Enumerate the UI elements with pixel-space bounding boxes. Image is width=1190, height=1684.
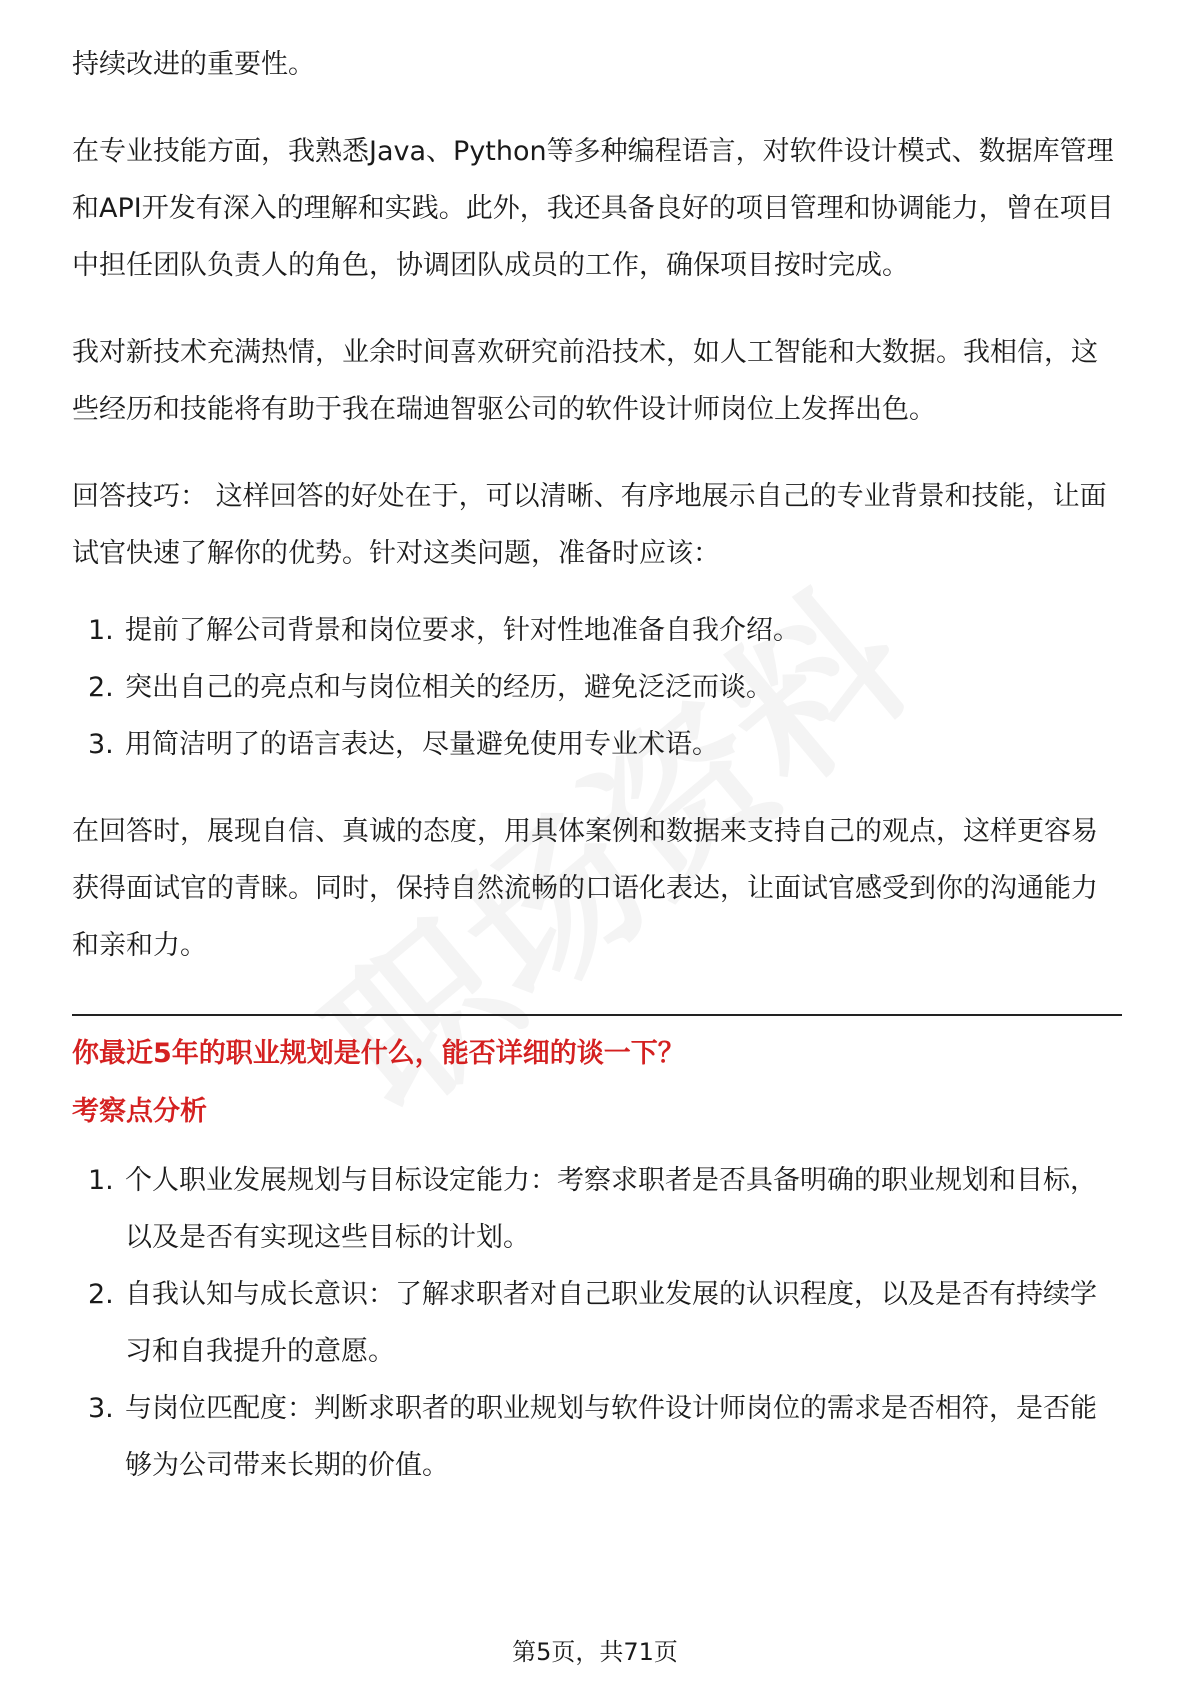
tips-list bbox=[72, 602, 1122, 773]
paragraph-continuation: 持续改进的重要性。 bbox=[72, 49, 315, 80]
question-title: 你最近5年的职业规划是什么，能否详细的谈一下？ bbox=[72, 1038, 685, 1069]
analysis-heading: 考察点分析 bbox=[72, 1096, 207, 1127]
list-item bbox=[72, 659, 1122, 716]
paragraph-skills: 在专业技能方面，我熟悉Java、Python等多种编程语言，对软件设计模式、数据库管理和API开发有深入的理解和实践。此外，我还具备良好的项目管理和协调能力，曾在项目中担任团队负责人的角色，协调团队成员的工作，确保项目按时完成。 bbox=[72, 136, 1114, 281]
paragraph-answer-advice: 在回答时，展现自信、真诚的态度，用具体案例和数据来支持自己的观点，这样更容易获得面试官的青睐。同时，保持自然流畅的口语化表达，让面试官感受到你的沟通能力和亲和力。 bbox=[72, 816, 1098, 961]
list-item bbox=[72, 716, 1122, 773]
list-text: 自我认知与成长意识：了解求职者对自己职业发展的认识程度，以及是否有持续学习和自我提升的意愿。 bbox=[125, 1279, 1097, 1367]
list-text: 个人职业发展规划与目标设定能力：考察求职者是否具备明确的职业规划和目标，以及是否有实现这些目标的计划。 bbox=[125, 1165, 1097, 1253]
list-item bbox=[72, 1152, 1122, 1266]
list-item bbox=[72, 1380, 1122, 1494]
section-divider bbox=[72, 1014, 1122, 1016]
list-number: 3. bbox=[88, 1393, 114, 1424]
list-item bbox=[72, 602, 1122, 659]
list-text: 突出自己的亮点和与岗位相关的经历，避免泛泛而谈。 bbox=[125, 672, 773, 703]
paragraph-answer-tips: 回答技巧： 这样回答的好处在于，可以清晰、有序地展示自己的专业背景和技能，让面试官快速了解你的优势。针对这类问题，准备时应该： bbox=[72, 481, 1107, 569]
list-text: 提前了解公司背景和岗位要求，针对性地准备自我介绍。 bbox=[125, 615, 800, 646]
analysis-list bbox=[72, 1152, 1122, 1494]
list-number: 2. bbox=[88, 1279, 114, 1310]
list-text: 用简洁明了的语言表达，尽量避免使用专业术语。 bbox=[125, 729, 719, 760]
list-text: 与岗位匹配度：判断求职者的职业规划与软件设计师岗位的需求是否相符，是否能够为公司带来长期的价值。 bbox=[125, 1393, 1097, 1481]
paragraph-passion: 我对新技术充满热情，业余时间喜欢研究前沿技术，如人工智能和大数据。我相信，这些经历和技能将有助于我在瑞迪智驱公司的软件设计师岗位上发挥出色。 bbox=[72, 337, 1098, 425]
list-number: 1. bbox=[88, 615, 114, 646]
document-page bbox=[72, 36, 1122, 1494]
list-number: 1. bbox=[88, 1165, 114, 1196]
list-number: 3. bbox=[88, 729, 114, 760]
list-number: 2. bbox=[88, 672, 114, 703]
page-number: 第5页，共71页 bbox=[512, 1638, 678, 1666]
list-item bbox=[72, 1266, 1122, 1380]
